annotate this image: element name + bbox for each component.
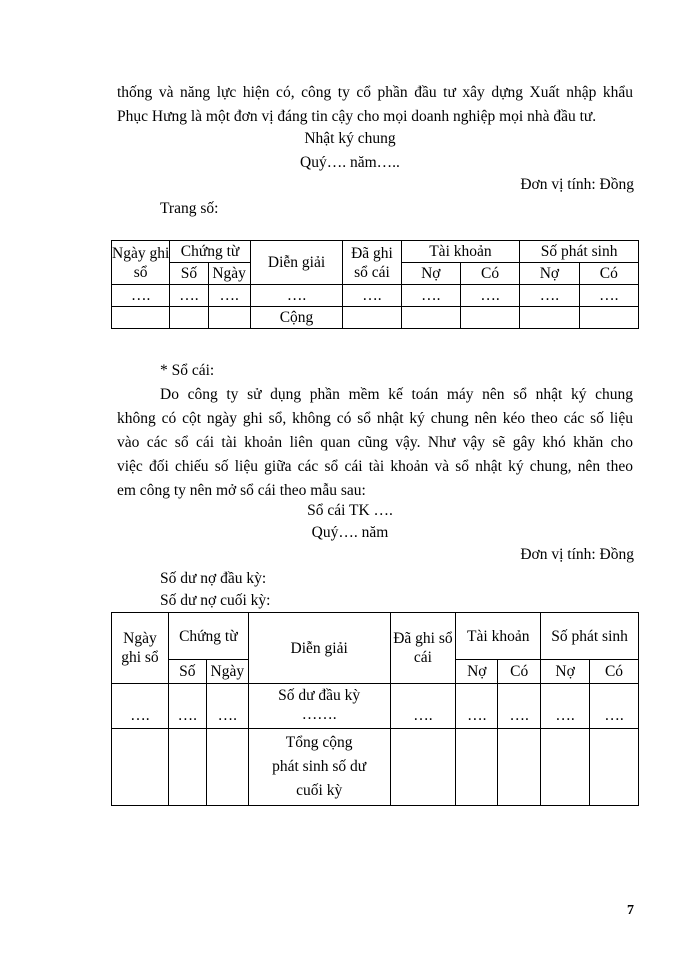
ledger-para-2: không có cột ngày ghi sổ, không có sổ nhật ký chung nên kéo theo các số liệu: [117, 410, 633, 427]
table-cell: [401, 307, 460, 329]
intro-line-2: Phục Hưng là một đơn vị đáng tin cậy cho mọi doanh nghiệp mọi nhà đầu tư.: [117, 108, 597, 125]
table-cell: ….: [520, 285, 579, 307]
journal-total-label: Cộng: [250, 307, 343, 329]
table-cell: ….: [206, 684, 248, 729]
ledger-h-day: Ngày: [206, 660, 248, 684]
table-cell: [498, 729, 541, 806]
journal-header-row-1: [112, 241, 639, 263]
journal-h-voucher: Chứng từ: [170, 241, 250, 263]
table-cell: [579, 307, 638, 329]
ledger-h-acc-debit: Nợ: [456, 660, 498, 684]
table-cell: [112, 729, 169, 806]
page-number: 7: [627, 903, 634, 918]
table-cell: [390, 729, 456, 806]
table-cell: [206, 729, 248, 806]
table-cell: ….: [208, 285, 250, 307]
table-cell: [456, 729, 498, 806]
table-cell: ….: [112, 684, 169, 729]
ledger-title: Sổ cái TK ….: [307, 502, 393, 519]
ledger-para-1: Do công ty sử dụng phần mềm kế toán máy nên sổ nhật ký chung: [160, 386, 633, 403]
table-cell: ….: [590, 684, 639, 729]
journal-unit: Đơn vị tính: Đồng: [520, 176, 634, 193]
ledger-opening-dots: …….: [301, 706, 337, 723]
journal-h-date: Ngày ghi sổ: [112, 241, 170, 285]
ledger-h-account: Tài khoản: [456, 613, 541, 660]
ledger-total-label: Tổng cộng phát sinh số dư cuối kỳ: [248, 729, 390, 806]
ledger-period: Quý…. năm: [311, 524, 389, 541]
table-cell: ….: [112, 285, 170, 307]
journal-h-amt-debit: Nợ: [520, 263, 579, 285]
table-cell: [590, 729, 639, 806]
table-cell: [460, 307, 519, 329]
ledger-para-3: vào các sổ cái tài khoản liên quan cũng vậy. Như vậy sẽ gây khó khăn cho: [117, 434, 633, 451]
journal-table: [111, 240, 639, 329]
table-cell: [343, 307, 401, 329]
table-cell: ….: [456, 684, 498, 729]
table-cell: [520, 307, 579, 329]
journal-h-amt-credit: Có: [579, 263, 638, 285]
journal-h-no: Số: [170, 263, 208, 285]
journal-title: Nhật ký chung: [304, 130, 396, 147]
table-cell: ….: [541, 684, 590, 729]
ledger-h-desc: Diễn giải: [248, 613, 390, 684]
table-cell: ….: [498, 684, 541, 729]
table-cell: ….: [579, 285, 638, 307]
intro-line-1: thống và năng lực hiện có, công ty cổ phần đầu tư xây dựng Xuất nhập khẩu: [117, 84, 633, 101]
ledger-total-row: [112, 729, 639, 806]
ledger-h-date: Ngày ghi sổ: [112, 613, 169, 684]
journal-h-day: Ngày: [208, 263, 250, 285]
ledger-closing-balance: Số dư nợ cuối kỳ:: [160, 592, 271, 609]
ledger-h-posted: Đã ghi sổ cái: [390, 613, 456, 684]
ledger-opening-row: [112, 684, 639, 729]
table-cell: ….: [170, 285, 208, 307]
ledger-h-amt-debit: Nợ: [541, 660, 590, 684]
ledger-opening-label: Số dư đầu kỳ: [278, 687, 361, 704]
ledger-para-5: em công ty nên mở sổ cái theo mẫu sau:: [117, 482, 366, 499]
ledger-h-amt-credit: Có: [590, 660, 639, 684]
journal-page-label: Trang số:: [160, 200, 219, 217]
ledger-h-no: Số: [168, 660, 206, 684]
table-cell: [112, 307, 170, 329]
journal-dots-row: [112, 285, 639, 307]
table-cell: ….: [168, 684, 206, 729]
ledger-para-4: việc đối chiếu số liệu giữa các sổ cái tài khoản và sổ nhật ký chung, nên theo: [117, 458, 633, 475]
journal-h-amount: Số phát sinh: [520, 241, 639, 263]
journal-total-row: [112, 307, 639, 329]
ledger-header-row-1: [112, 613, 639, 660]
journal-h-account: Tài khoản: [401, 241, 520, 263]
table-cell: ….: [401, 285, 460, 307]
table-cell: [170, 307, 208, 329]
table-cell: ….: [460, 285, 519, 307]
ledger-h-acc-credit: Có: [498, 660, 541, 684]
journal-h-acc-credit: Có: [460, 263, 519, 285]
table-cell: [168, 729, 206, 806]
journal-h-desc: Diễn giải: [250, 241, 343, 285]
table-cell: [208, 307, 250, 329]
journal-period: Quý…. năm…..: [300, 154, 400, 171]
ledger-h-voucher: Chứng từ: [168, 613, 248, 660]
table-cell: ….: [250, 285, 343, 307]
journal-h-posted: Đã ghi sổ cái: [343, 241, 401, 285]
table-cell: ….: [390, 684, 456, 729]
ledger-unit: Đơn vị tính: Đồng: [520, 546, 634, 563]
ledger-heading: * Sổ cái:: [160, 362, 215, 379]
ledger-opening-cell: [248, 684, 390, 729]
ledger-h-amount: Số phát sinh: [541, 613, 639, 660]
ledger-table: [111, 612, 639, 806]
ledger-opening-balance: Số dư nợ đầu kỳ:: [160, 570, 267, 587]
table-cell: [541, 729, 590, 806]
table-cell: ….: [343, 285, 401, 307]
journal-h-acc-debit: Nợ: [401, 263, 460, 285]
